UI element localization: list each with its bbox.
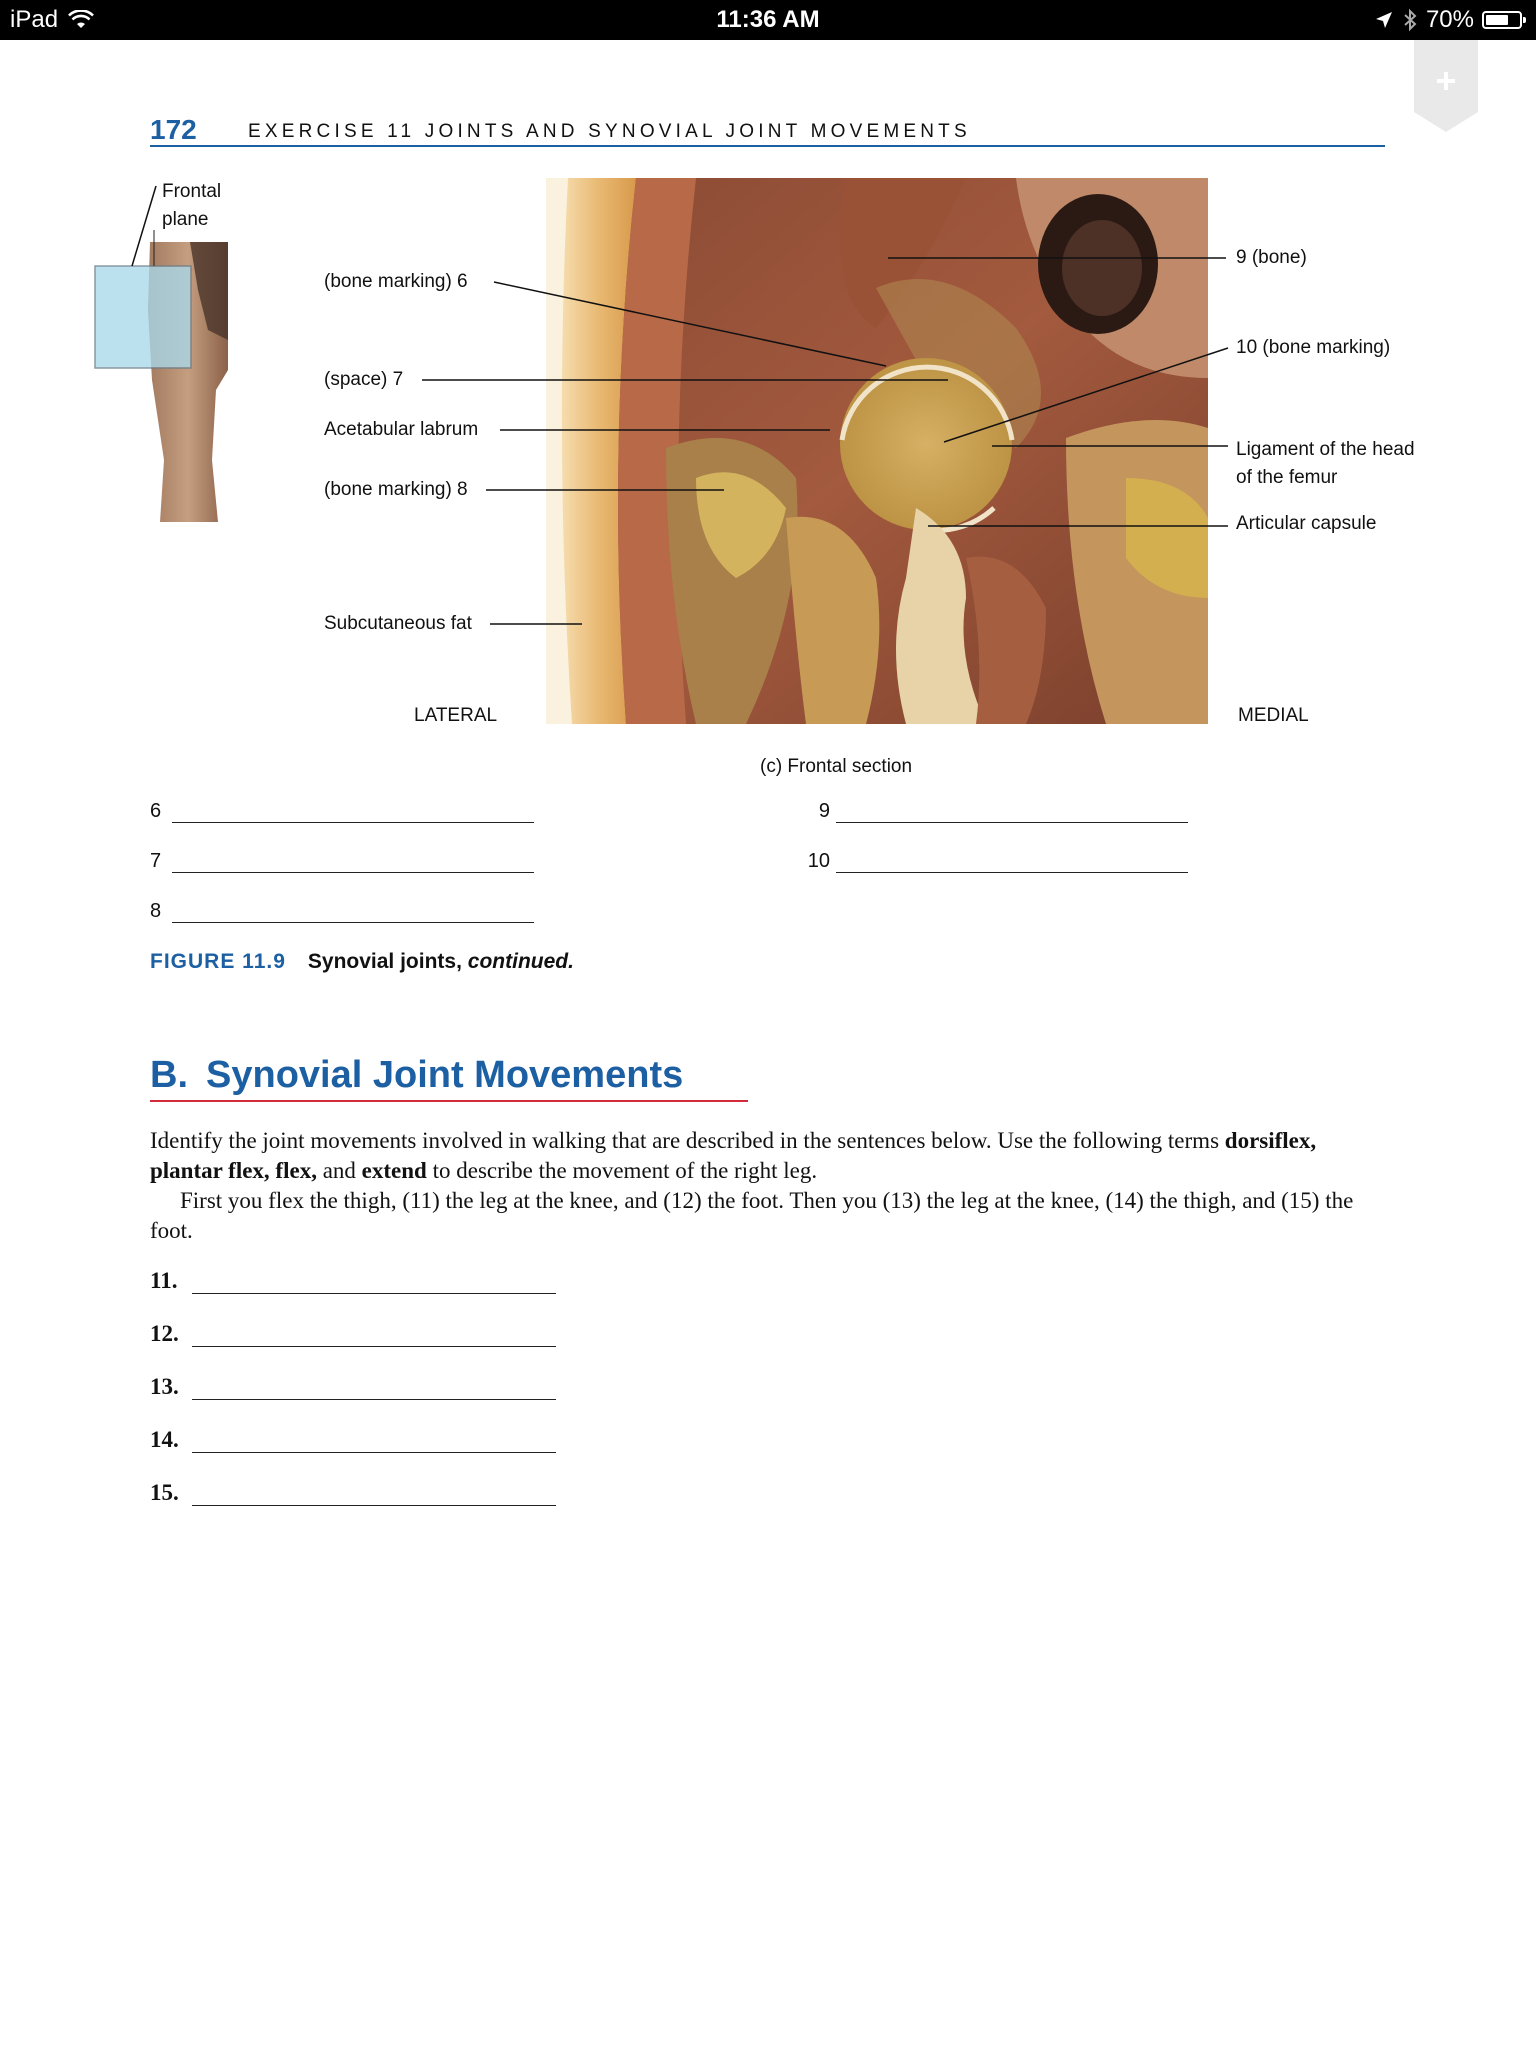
inset-label-line1: Frontal	[162, 181, 222, 202]
instructions-paragraph-1	[150, 1126, 1390, 1186]
label-space-7: (space) 7	[324, 369, 404, 390]
answer-row-11	[150, 1268, 556, 1294]
battery-icon	[1482, 11, 1522, 29]
answer-row-13	[150, 1374, 556, 1400]
label-ligament-head-femur	[1236, 436, 1415, 491]
para1-terms: dorsiflex, plantar flex, flex,	[150, 1128, 1317, 1183]
answer-blank-6[interactable]	[172, 822, 534, 823]
figure-subcaption: (c) Frontal section	[760, 756, 913, 777]
figure-caption	[150, 950, 574, 974]
label-subcutaneous-fat: Subcutaneous fat	[324, 613, 472, 634]
para1-part-c: to describe the movement of the right leg.	[426, 1158, 818, 1183]
label-articular-capsule: Articular capsule	[1236, 513, 1377, 534]
figure-blank-7	[150, 850, 534, 873]
para1-part-b: and	[316, 1158, 362, 1183]
answer-number: 13.	[150, 1374, 179, 1399]
answer-number: 11.	[150, 1268, 178, 1293]
bluetooth-icon	[1402, 8, 1418, 32]
instructions-paragraph-2: First you flex the thigh, (11) the leg at the knee, and (12) the foot. Then you (13) the leg at the knee, (14) the thigh, and (15) the foot.	[150, 1188, 1354, 1243]
bookmark-ribbon-icon[interactable]	[1414, 40, 1478, 132]
answer-number: 12.	[150, 1321, 179, 1346]
device-name: iPad	[10, 6, 59, 33]
label-medial: MEDIAL	[1238, 705, 1309, 726]
leg-inset-illustration	[90, 230, 240, 530]
blank-number: 6	[150, 800, 162, 822]
blank-number: 9	[818, 800, 830, 822]
header-rule	[150, 145, 1385, 147]
hip-frontal-section-photo	[546, 178, 1208, 724]
figure-blank-6	[150, 800, 534, 823]
inset-label	[162, 178, 221, 233]
para1-part-a: Identify the joint movements involved in walking that are described in the sentences below. Use the following terms	[150, 1128, 1225, 1153]
figure-caption-text: Synovial joints,	[307, 950, 462, 973]
label-bone-marking-6: (bone marking) 6	[324, 271, 468, 292]
section-title-underline	[150, 1100, 748, 1102]
para1-term-extend: extend	[361, 1158, 427, 1183]
running-head: EXERCISE 11 JOINTS AND SYNOVIAL JOINT MOVEMENTS	[248, 121, 971, 142]
answer-row-15	[150, 1480, 556, 1506]
figure-blank-9	[806, 800, 1188, 823]
label-ligament-line1: Ligament of the head	[1236, 439, 1415, 460]
answer-blank-12[interactable]	[192, 1346, 556, 1347]
battery-fill	[1486, 15, 1508, 25]
answer-blank-15[interactable]	[192, 1505, 556, 1506]
blank-number: 8	[150, 900, 162, 922]
figure-caption-continued: continued.	[467, 950, 574, 973]
answer-blank-8[interactable]	[172, 922, 534, 923]
section-letter: B.	[150, 1054, 188, 1096]
status-right	[1374, 6, 1522, 34]
answer-blank-13[interactable]	[192, 1399, 556, 1400]
section-title	[150, 1054, 683, 1097]
inset-label-line2: plane	[162, 208, 209, 230]
answer-blank-10[interactable]	[836, 872, 1188, 873]
battery-percent: 70%	[1425, 6, 1474, 33]
answer-blank-9[interactable]	[836, 822, 1188, 823]
label-bone-9: 9 (bone)	[1236, 247, 1307, 268]
blank-number: 10	[807, 850, 830, 872]
answer-blank-7[interactable]	[172, 872, 534, 873]
location-arrow-icon	[1374, 10, 1394, 30]
blank-number: 7	[150, 850, 162, 872]
label-ligament-line2: of the femur	[1236, 466, 1338, 488]
figure-number: FIGURE 11.9	[150, 950, 286, 973]
status-time: 11:36 AM	[716, 6, 820, 33]
label-acetabular-labrum: Acetabular labrum	[324, 419, 479, 440]
answer-row-12	[150, 1321, 556, 1347]
answer-number: 14.	[150, 1427, 179, 1452]
answer-blank-14[interactable]	[192, 1452, 556, 1453]
label-bone-marking-10: 10 (bone marking)	[1236, 337, 1391, 358]
answer-blank-11[interactable]	[192, 1293, 556, 1294]
status-bar	[0, 0, 1536, 40]
page-number: 172	[150, 114, 197, 145]
figure-blank-8	[150, 900, 534, 923]
answer-row-14	[150, 1427, 556, 1453]
label-bone-marking-8: (bone marking) 8	[324, 479, 468, 500]
answer-number: 15.	[150, 1480, 179, 1505]
figure-blank-10	[796, 850, 1188, 873]
label-lateral: LATERAL	[414, 705, 498, 726]
instructions-text	[150, 1126, 1390, 1246]
section-title-text: Synovial Joint Movements	[206, 1054, 684, 1096]
